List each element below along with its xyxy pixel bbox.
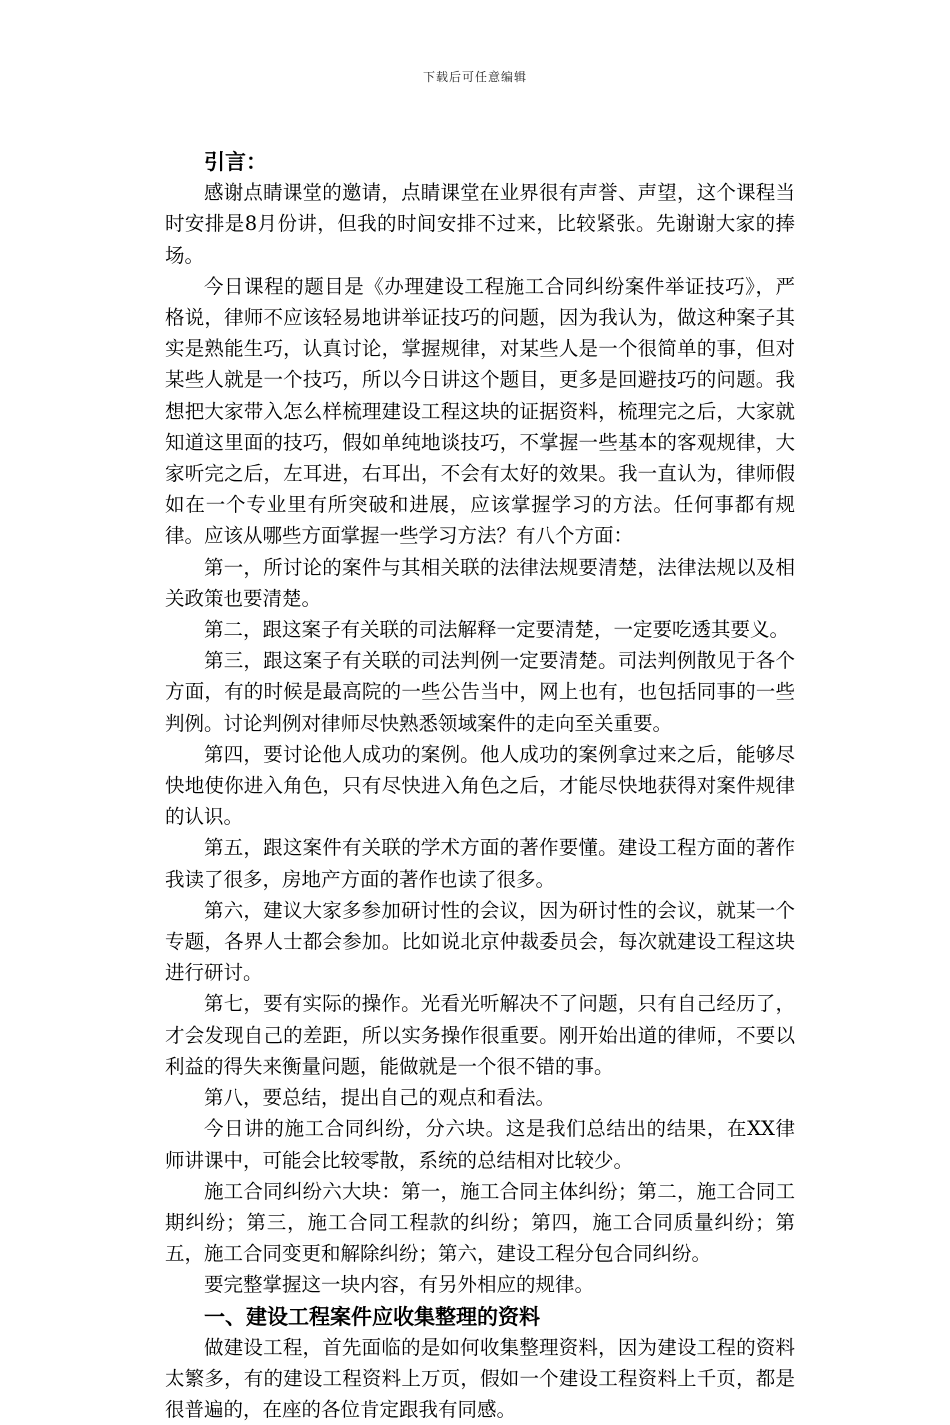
- document-body: [165, 146, 795, 1425]
- paragraph-section-intro: 做建设工程，首先面临的是如何收集整理资料，因为建设工程的资料太繁多，有的建设工程资料上万页，假如一个建设工程资料上千页，都是很普遍的，在座的各位肯定跟我有同感。: [165, 1335, 795, 1422]
- paragraph-point-5: 第五，跟这案件有关联的学术方面的著作要懂。建设工程方面的著作我读了很多，房地产方面的著作也读了很多。: [165, 836, 795, 891]
- header-note: 下载后可任意编辑: [422, 70, 527, 84]
- paragraph-point-4: 第四，要讨论他人成功的案例。他人成功的案例拿过来之后，能够尽快地使你进入角色，只有尽快进入角色之后，才能尽快地获得对案件规律的认识。: [165, 742, 795, 829]
- paragraph-point-7: 第七，要有实际的操作。光看光听解决不了问题，只有自己经历了，才会发现自己的差距，所以实务操作很重要。刚开始出道的律师，不要以利益的得失来衡量问题，能做就是一个很不错的事。: [165, 992, 795, 1078]
- paragraph-point-6: 第六，建议大家多参加研讨性的会议，因为研讨性的会议，就某一个专题，各界人士都会参加。比如说北京仲裁委员会，每次就建设工程这块进行研讨。: [165, 898, 795, 985]
- paragraph-thanks: 感谢点睛课堂的邀请，点睛课堂在业界很有声誉、声望，这个课程当时安排是8月份讲，但我的时间安排不过来，比较紧张。先谢谢大家的捧场。: [165, 181, 795, 267]
- paragraph-point-8: 第八，要总结，提出自己的观点和看法。: [204, 1086, 556, 1110]
- paragraph-six-parts-list: 施工合同纠纷六大块：第一，施工合同主体纠纷；第二，施工合同工期纠纷；第三，施工合同工程款的纠纷；第四，施工合同质量纠纷；第五，施工合同变更和解除纠纷；第六，建设工程分包合同纠纷。: [165, 1179, 795, 1266]
- paragraph-rules: 要完整掌握这一块内容，有另外相应的规律。: [204, 1273, 595, 1297]
- paragraph-point-1: 第一，所讨论的案件与其相关联的法律法规要清楚，法律法规以及相关政策也要清楚。: [165, 555, 795, 610]
- paragraph-course-topic: 今日课程的题目是《办理建设工程施工合同纠纷案件举证技巧》，严格说，律师不应该轻易地讲举证技巧的问题，因为我认为，做这种案子其实是熟能生巧，认真讨论，掌握规律，对某些人是一个很简单的事，但对某些人就是一个技巧，所以今日讲这个题目，更多是回避技巧的问题。我想把大家带入怎么样梳理建设工程这块的证据资料，梳理完之后，大家就知道这里面的技巧，假如单纯地谈技巧，不掌握一些基本的客观规律，大家听完之后，左耳进，右耳出，不会有太好的效果。我一直认为，律师假如在一个专业里有所突破和进展，应该掌握学习的方法。任何事都有规律。应该从哪些方面掌握一些学习方法？有八个方面：: [165, 274, 795, 548]
- intro-heading: 引言：: [204, 149, 267, 174]
- paragraph-point-3: 第三，跟这案子有关联的司法判例一定要清楚。司法判例散见于各个方面，有的时候是最高院的一些公告当中，网上也有，也包括同事的一些判例。讨论判例对律师尽快熟悉领域案件的走向至关重要。: [165, 649, 795, 735]
- paragraph-point-2: 第二，跟这案子有关联的司法解释一定要清楚，一定要吃透其要义。: [204, 618, 790, 642]
- section-heading: 一、建设工程案件应收集整理的资料: [204, 1303, 540, 1329]
- paragraph-six-parts: 今日讲的施工合同纠纷，分六块。这是我们总结出的结果，在XX律师讲课中，可能会比较零散，系统的总结相对比较少。: [165, 1117, 795, 1172]
